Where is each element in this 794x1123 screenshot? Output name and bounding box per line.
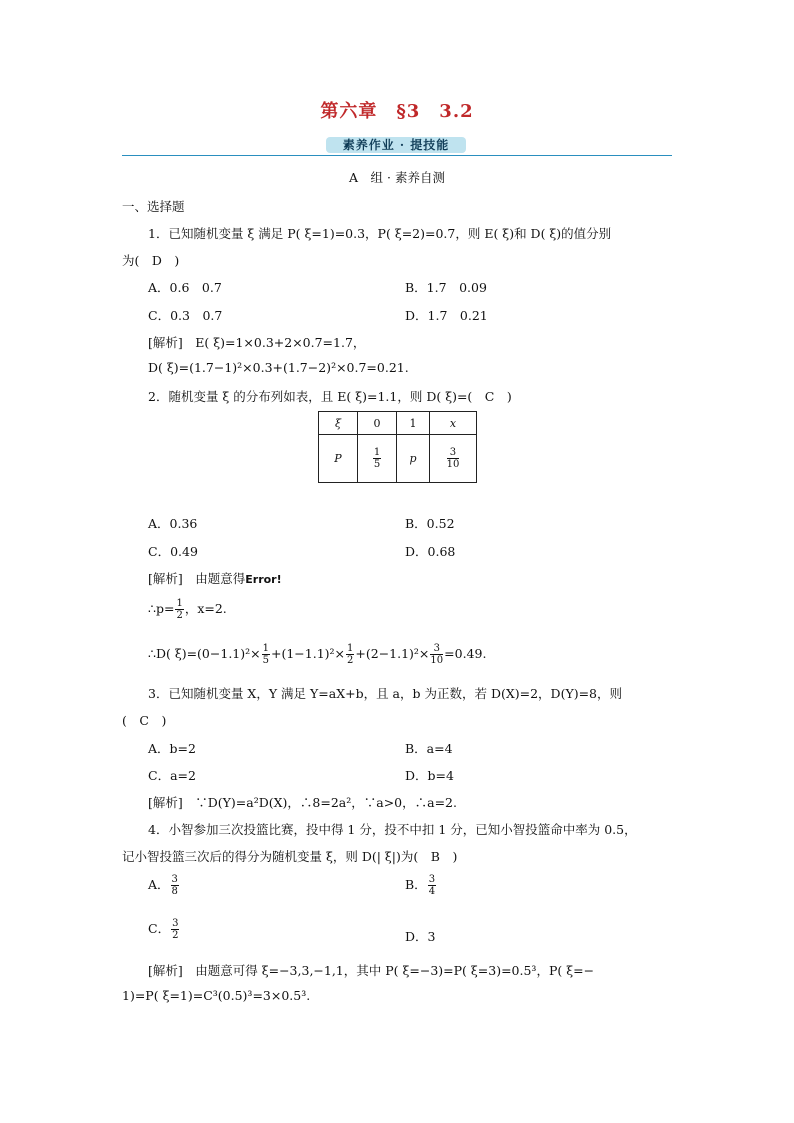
fraction: $\frac{3}{4}$ [428,874,436,897]
q4-stem-line1: 4．小智参加三次投篮比赛，投中得 1 分，投不中扣 1 分，已知小智投篮命中率为 0.5， [148,822,637,837]
fraction: $\frac{3}{8}$ [171,874,178,897]
q3-option-a: A．b=2 [148,741,196,756]
table-header-0: 0 [358,412,397,435]
fraction: $\frac{3}{2}$ [172,918,179,941]
q3-option-b: B．a=4 [405,741,453,756]
q1-option-b: B．1.7 0.09 [405,280,487,295]
q2-option-b: B．0.52 [405,516,455,531]
table-cell-p1: p [397,435,430,483]
fraction: $\frac{3}{10}$ [446,447,460,470]
fraction: $\frac{1}{2}$ [176,598,183,621]
table-cell-px [430,435,477,483]
q1-option-a: A．0.6 0.7 [148,280,222,295]
q4-stem-line2: 记小智投篮三次后的得分为随机变量 ξ，则 D(| ξ|)为( B ) [122,849,458,864]
table-cell-p0 [358,435,397,483]
q1-stem-line1: 1．已知随机变量 ξ 满足 P( ξ=1)=0.3，P( ξ=2)=0.7，则 E( ξ)和 D( ξ)的值分别 [148,226,612,241]
q3-stem-line1: 3．已知随机变量 X，Y 满足 Y=aX+b，且 a，b 为正数，若 D(X)=2，D(Y)=8，则 [148,686,623,701]
q2-solution-line1: [解析] 由题意得Error! [148,571,282,586]
q1-stem-line2: 为( D ) [122,253,180,268]
section-heading: 一、选择题 [122,199,185,214]
q3-stem-line2: ( C ) [122,713,167,728]
q4-option-a: A． $\frac{3}{8}$ [148,874,178,897]
fraction: $\frac{3}{10}$ [430,643,444,666]
table-row-label-p: P [319,435,358,483]
table-header-x: x [430,412,477,435]
q4-option-c: C． $\frac{3}{2}$ [148,918,179,941]
group-heading: A 组 · 素养自测 [349,170,445,185]
q1-option-c: C．0.3 0.7 [148,308,223,323]
q4-option-d: D．3 [405,929,436,944]
q1-solution-line1: [解析] E( ξ)=1×0.3+2×0.7=1.7， [148,335,366,350]
q3-option-c: C．a=2 [148,768,196,783]
error-text: Error! [245,573,282,586]
q2-option-c: C．0.49 [148,544,198,559]
q1-option-d: D．1.7 0.21 [405,308,488,323]
q1-solution-line2: D( ξ)=(1.7−1)²×0.3+(1.7−2)²×0.7=0.21. [148,360,409,375]
q2-solution-line2: ∴p= $\frac{1}{2}$ ，x=2. [148,598,227,621]
fraction: $\frac{1}{2}$ [347,643,354,666]
q3-solution: [解析] ∵D(Y)=a²D(X)，∴8=2a²，∵a>0，∴a=2. [148,795,457,810]
distribution-table [318,411,477,483]
section-banner: 素养作业 · 提技能 [326,137,466,153]
table-header-1: 1 [397,412,430,435]
header-divider [122,155,672,156]
q2-stem: 2．随机变量 ξ 的分布列如表，且 E( ξ)=1.1，则 D( ξ)=( C ) [148,389,512,404]
q2-solution-line3: ∴D( ξ)=(0−1.1)²× $\frac{1}{5}$ +(1−1.1)²× $\frac{1}{2}$ +(2−1.1)²× $\frac{3}{10}$ =0.49. [148,643,487,666]
fraction: $\frac{1}{5}$ [373,447,381,470]
q4-solution-line2: 1)=P( ξ=1)=C³(0.5)³=3×0.5³. [122,988,311,1003]
q4-option-b: B． $\frac{3}{4}$ [405,874,436,897]
table-header-xi: ξ [319,412,358,435]
q2-option-a: A．0.36 [148,516,198,531]
fraction: $\frac{1}{5}$ [262,643,269,666]
q3-option-d: D．b=4 [405,768,454,783]
q2-option-d: D．0.68 [405,544,456,559]
page-title: 第六章 §3 3.2 [320,101,474,122]
q4-solution-line1: [解析] 由题意可得 ξ=−3,3,−1,1，其中 P( ξ=−3)=P( ξ=3)=0.5³，P( ξ=− [148,963,595,978]
